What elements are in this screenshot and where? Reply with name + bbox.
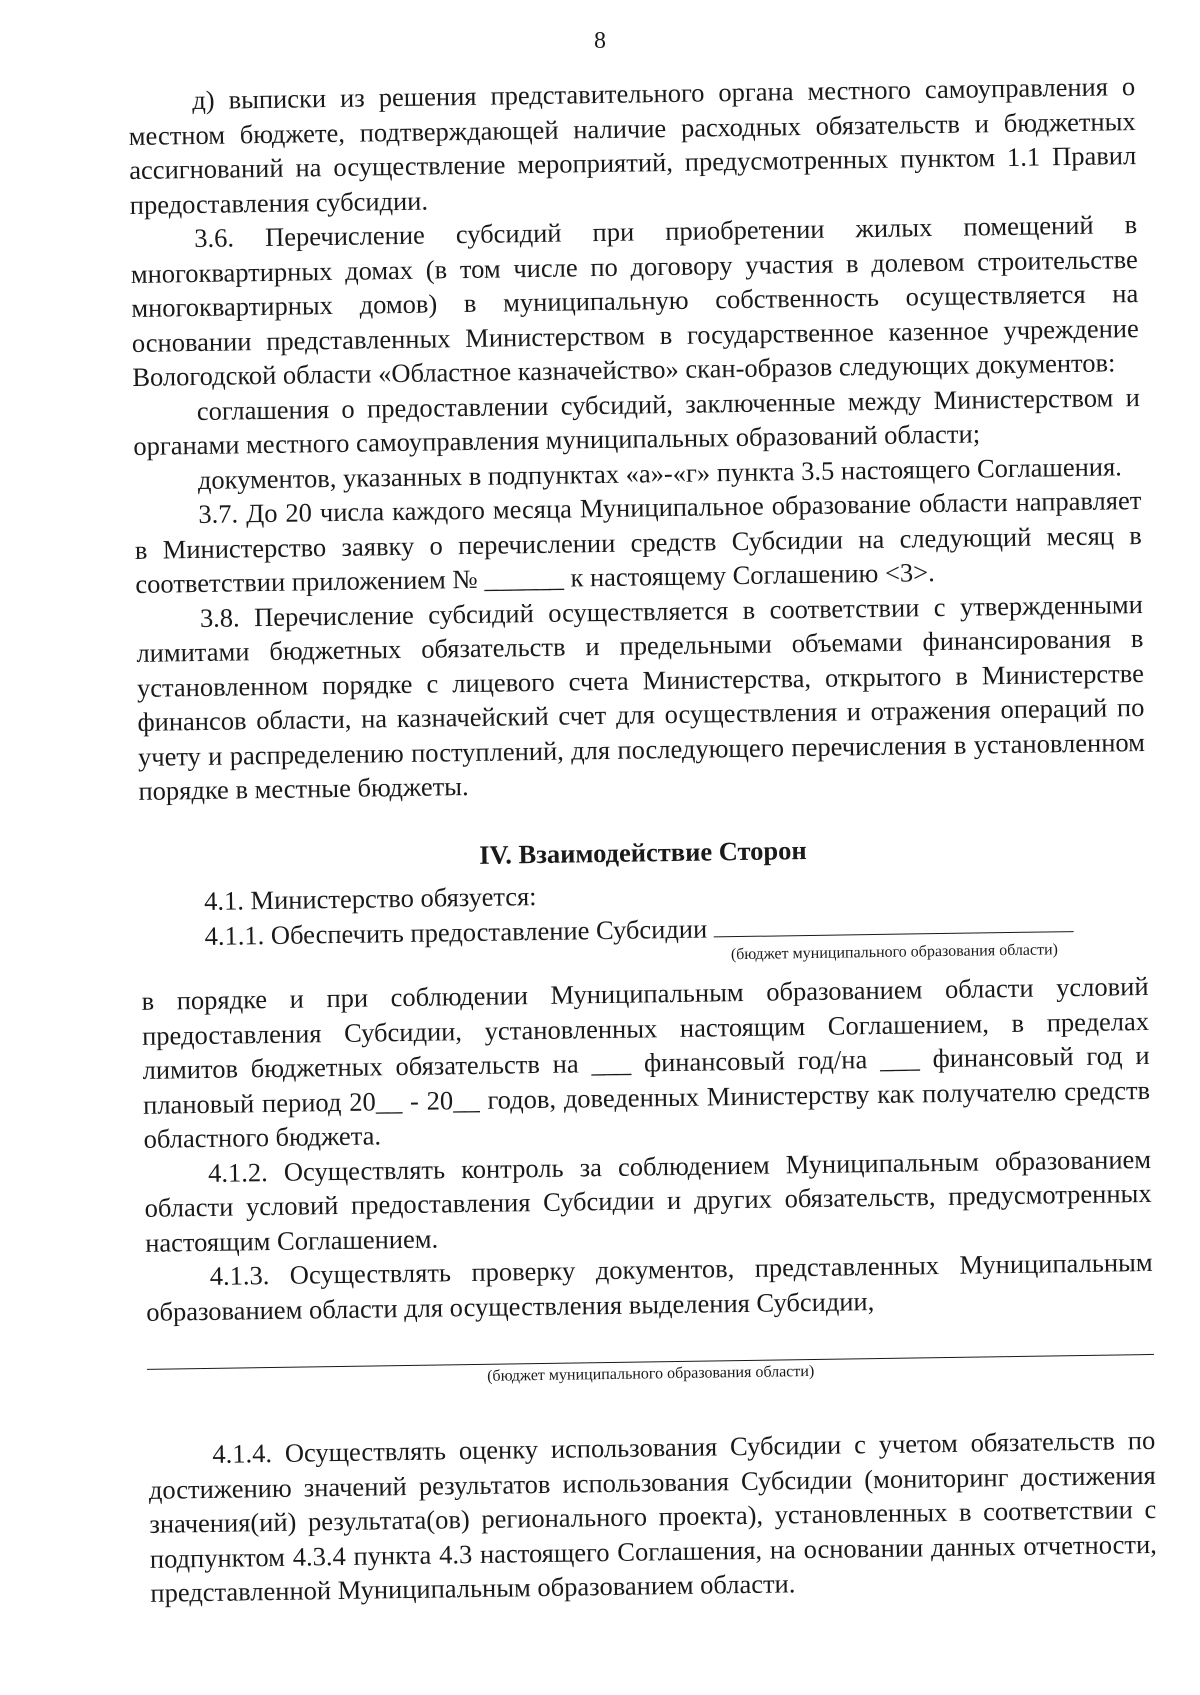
paragraph-4-1-1-lead-text: 4.1.1. Обеспечить предоставление Субсидии	[204, 913, 708, 951]
paragraph-4-1-3: 4.1.3. Осуществлять проверку документов, представленных Муниципальным образованием области для осуществления выделения Субсидии,	[145, 1246, 1153, 1327]
paragraph-3-8: 3.8. Перечисление субсидий осуществляется в соответствии с утвержденными лимитами бюджетных обязательств и предельными объемами финансирования в установленном порядке с лицевого счета Министерства, открытого в Министерстве финансов области, на казначейский счет для осуществления и отражения операций по учету и распределению поступлений, для последующего перечисления в установленном порядке в местные бюджеты.	[136, 588, 1146, 806]
paragraph-3-7: 3.7. До 20 числа каждого месяца Муниципальное образование области направляет в Министерство заявку о перечислении средств Субсидии на следующий месяц в соответствии приложением № ______ к настоящему Соглашению <3>.	[134, 485, 1143, 599]
section-heading: IV. Взаимодействие Сторон	[479, 834, 807, 870]
budget-caption-1: (бюджет муниципального образования области)	[730, 941, 1059, 964]
page-number: 8	[594, 28, 606, 54]
paragraph-3-6: 3.6. Перечисление субсидий при приобретении жилых помещений в многоквартирных домах (в том числе по договору участия в долевом строительстве многоквартирных домов) в муниципальную собственность осуществляется на основании представленных Министерством в государственное казенное учреждение Вологодской области «Областное казначейство» скан-образов следующих документов:	[130, 209, 1139, 392]
paragraph-4-1-2: 4.1.2. Осуществлять контроль за соблюдением Муниципальным образованием области условий предоставления Субсидии и других обязательств, предусмотренных настоящим Соглашением.	[144, 1143, 1152, 1258]
paragraph-3-6-documents: документов, указанных в подпунктах «а»-«г» пункта 3.5 настоящего Соглашения.	[197, 450, 1122, 495]
paragraph-d: д) выписки из решения представительного органа местного самоуправления о местном бюджете, подтверждающей наличие расходных обязательств и бюджетных ассигнований на осуществление мероприятий, предусмотренных пунктом 1.1 Правил предоставления субсидии.	[128, 71, 1137, 220]
paragraph-4-1-1-continued: в порядке и при соблюдении Муниципальным образованием области условий предоставления Субсидии, установленных настоящим Соглашением, в пределах лимитов бюджетных обязательств на ___ финансовый год/на ___ финансовый год и плановый период 20__ - 20__ годов, доведенных Министерству как получателю средств областного бюджета.	[141, 970, 1151, 1154]
document-body	[128, 69, 1158, 1610]
paragraph-3-6-agreements: соглашения о предоставлении субсидий, заключенные между Министерством и органами местного самоуправления муниципальных образований области;	[133, 381, 1140, 461]
budget-caption-2: (бюджет муниципального образования области)	[487, 1362, 815, 1385]
paragraph-4-1-4: 4.1.4. Осуществлять оценку использования Субсидии с учетом обязательств по достижению значений результатов использования Субсидии (мониторинг достижения значения(ий) результата(ов) регионального проекта), установленных в соответствии с подпунктом 4.3.4 пункта 4.3 настоящего Соглашения, на основании данных отчетности, представленной Муниципальным образованием области.	[148, 1424, 1157, 1608]
paragraph-4-1: 4.1. Министерство обязуется:	[203, 881, 537, 916]
budget-blank-line	[714, 909, 1074, 937]
